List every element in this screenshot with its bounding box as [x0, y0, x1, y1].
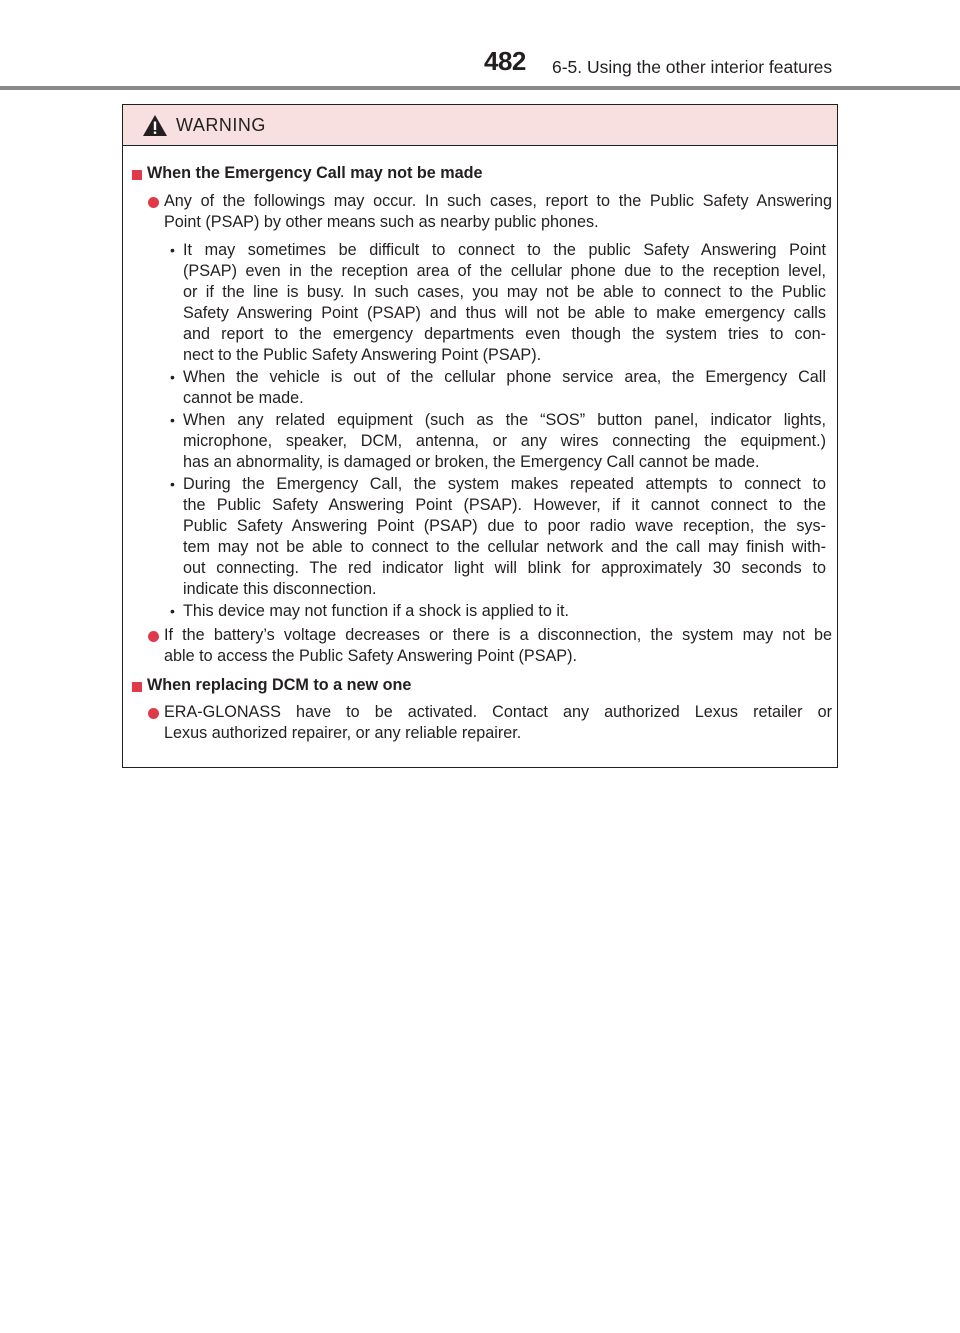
paragraph-line: Safety Answering Point (PSAP) and thus will not be able to make emergency calls	[183, 304, 826, 322]
paragraph-line: Any of the followings may occur. In such cases, report to the Public Safety Answering	[164, 192, 832, 210]
dot-bullet-icon: •	[170, 369, 175, 385]
round-bullet-icon	[148, 631, 159, 642]
section-heading: When replacing DCM to a new one	[147, 676, 412, 694]
dot-bullet-icon: •	[170, 603, 175, 619]
section-heading: When the Emergency Call may not be made	[147, 164, 483, 182]
paragraph-line: microphone, speaker, DCM, antenna, or any wires connecting the equipment.)	[183, 432, 826, 450]
page-header	[0, 0, 960, 92]
paragraph-line: ERA-GLONASS have to be activated. Contact any authorized Lexus retailer or	[164, 703, 832, 721]
dot-bullet-icon: •	[170, 412, 175, 428]
page-number: 482	[484, 46, 526, 76]
paragraph-line: and report to the emergency departments even though the system tries to con-	[183, 325, 826, 343]
header-rule	[0, 86, 960, 90]
paragraph-line: Public Safety Answering Point (PSAP) due to poor radio wave reception, the sys-	[183, 517, 826, 535]
paragraph-line: indicate this disconnection.	[183, 580, 377, 598]
warning-title: WARNING	[176, 115, 266, 135]
dot-bullet-icon: •	[170, 242, 175, 258]
paragraph-line: It may sometimes be difficult to connect to the public Safety Answering Point	[183, 241, 826, 259]
paragraph-line: or if the line is busy. In such cases, you may not be able to connect to the Public	[183, 283, 826, 301]
dot-bullet-icon: •	[170, 476, 175, 492]
paragraph-line: If the battery’s voltage decreases or there is a disconnection, the system may not be	[164, 626, 832, 644]
square-bullet-icon	[132, 682, 142, 692]
warning-header	[123, 105, 837, 146]
paragraph-line: (PSAP) even in the reception area of the cellular phone due to the reception level,	[183, 262, 826, 280]
warning-box	[122, 104, 838, 768]
paragraph-line: nect to the Public Safety Answering Point (PSAP).	[183, 346, 542, 364]
paragraph-line: cannot be made.	[183, 389, 304, 407]
warning-triangle-icon	[142, 114, 168, 137]
paragraph-line: has an abnormality, is damaged or broken, the Emergency Call cannot be made.	[183, 453, 760, 471]
section-title: 6-5. Using the other interior features	[552, 57, 833, 77]
square-bullet-icon	[132, 170, 142, 180]
paragraph-line: During the Emergency Call, the system makes repeated attempts to connect to	[183, 475, 826, 493]
paragraph-line: Point (PSAP) by other means such as nearby public phones.	[164, 213, 599, 231]
paragraph-line: tem may not be able to connect to the cellular network and the call may finish with-	[183, 538, 826, 556]
paragraph-line: This device may not function if a shock is applied to it.	[183, 602, 569, 620]
paragraph-line: out connecting. The red indicator light will blink for approximately 30 seconds to	[183, 559, 826, 577]
paragraph-line: able to access the Public Safety Answering Point (PSAP).	[164, 647, 577, 665]
round-bullet-icon	[148, 197, 159, 208]
paragraph-line: When any related equipment (such as the “SOS” button panel, indicator lights,	[183, 411, 826, 429]
paragraph-line: Lexus authorized repairer, or any reliable repairer.	[164, 724, 522, 742]
round-bullet-icon	[148, 708, 159, 719]
paragraph-line: the Public Safety Answering Point (PSAP). However, if it cannot connect to the	[183, 496, 826, 514]
paragraph-line: When the vehicle is out of the cellular phone service area, the Emergency Call	[183, 368, 826, 386]
